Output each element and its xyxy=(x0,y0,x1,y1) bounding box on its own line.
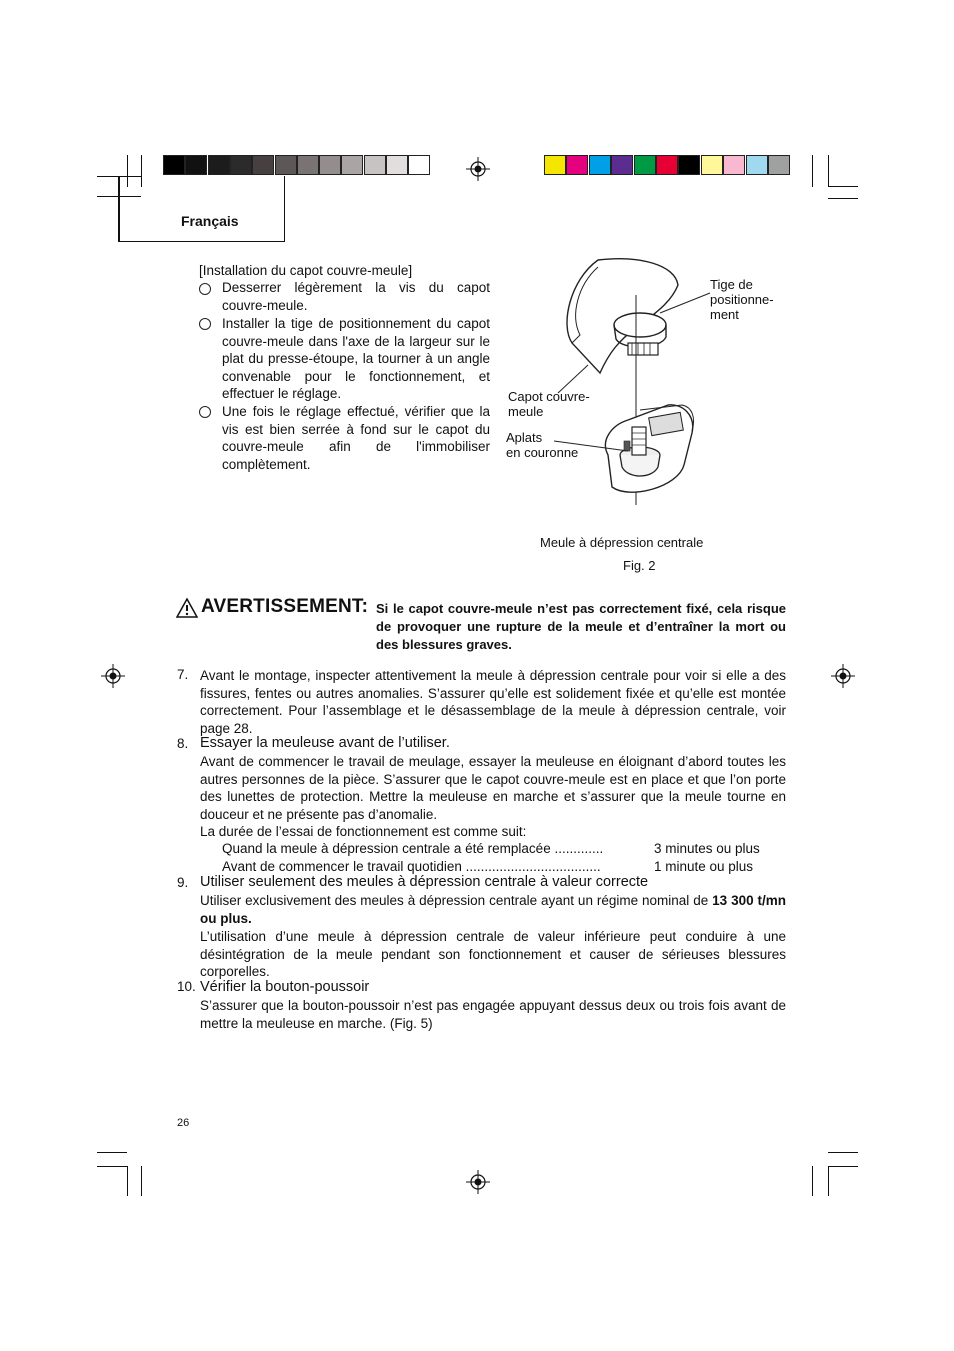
warning-text: Si le capot couvre-meule n’est pas correctement fixé, cela risque de provoquer une rupture de la meule et d’entraîner la mort ou des blessures graves. xyxy=(376,601,786,652)
figure-caption: Fig. 2 xyxy=(623,558,656,573)
color-swatch xyxy=(723,155,745,175)
install-bullet-2: Installer la tige de positionnement du capot couvre-meule dans l'axe de la largeur sur le plat du presse-étoupe, la tourner à un angle convenable pour le fonctionnement, et effectuer le réglage. xyxy=(222,316,490,402)
item-9-title: Utiliser seulement des meules à dépression centrale à valeur correcte xyxy=(200,874,649,890)
gray-swatch xyxy=(163,155,185,175)
item-10-number: 10. xyxy=(177,979,196,994)
color-swatch xyxy=(589,155,611,175)
install-heading: [Installation du capot couvre-meule] xyxy=(199,263,413,278)
item-10-text: S’assurer que la bouton-poussoir n’est pas engagée appuyant dessus deux ou trois fois avant de mettre la meuleuse en marche. (Fig. 5) xyxy=(200,998,786,1031)
bullet-circle-icon xyxy=(199,406,211,418)
rated-speed: 13 300 t/mn ou plus. xyxy=(200,893,786,926)
duration-row-1-label: Quand la meule à dépression centrale a été remplacée ............. xyxy=(222,841,604,856)
label-depressed-wheel: Meule à dépression centrale xyxy=(540,535,704,550)
language-tab xyxy=(118,176,285,242)
registration-mark-right xyxy=(831,664,855,688)
label-positioning-rod: Tige de positionne- ment xyxy=(710,277,774,322)
bullet-circle-icon xyxy=(199,318,211,330)
item-7-number: 7. xyxy=(177,667,189,682)
color-swatch xyxy=(746,155,768,175)
item-10-title: Vérifier la bouton-poussoir xyxy=(200,979,370,995)
gray-swatch xyxy=(185,155,207,175)
warning-title: AVERTISSEMENT: xyxy=(201,596,369,617)
item-7-text: Avant le montage, inspecter attentivement la meule à dépression centrale pour voir si elle a des fissures, fentes ou autres anomalies. S’assurer qu’elle est solidement fixée et qu’elle est montée correctement. Pour l’assemblage et le désassemblage de la meule à dépression centrale, voir page 28. xyxy=(200,668,786,736)
gray-swatch xyxy=(341,155,363,175)
item-8-number: 8. xyxy=(177,736,189,751)
gray-swatch xyxy=(275,155,297,175)
gray-swatch xyxy=(408,155,430,175)
gray-swatch xyxy=(319,155,341,175)
color-swatch xyxy=(566,155,588,175)
color-swatch xyxy=(656,155,678,175)
color-swatch xyxy=(768,155,790,175)
item-8-duration-intro: La durée de l’essai de fonctionnement est comme suit: xyxy=(200,824,527,839)
color-swatch xyxy=(544,155,566,175)
registration-mark-left xyxy=(101,664,125,688)
duration-row-2-label: Avant de commencer le travail quotidien .................................... xyxy=(222,859,601,874)
registration-mark-top xyxy=(466,157,490,181)
item-9-text-2: L’utilisation d’une meule à dépression centrale de valeur inférieure peut conduire à une désintégration de la meule pendant son fonctionnement et causer de sérieuses blessures corporelles. xyxy=(200,929,786,980)
gray-swatch xyxy=(208,155,230,175)
gray-swatch xyxy=(386,155,408,175)
bullet-circle-icon xyxy=(199,283,211,295)
gray-swatch xyxy=(364,155,386,175)
item-8-title: Essayer la meuleuse avant de l’utiliser. xyxy=(200,735,450,751)
item-9-text-1: Utiliser exclusivement des meules à dépression centrale ayant un régime nominal de 13 300 t/mn ou plus. xyxy=(200,893,786,926)
item-8-text: Avant de commencer le travail de meulage, essayer la meuleuse en éloignant d’abord toutes les autres personnes de la pièce. S’assurer que le capot couvre-meule est en place et que l’on porte des lunettes de protection. Mettre la meuleuse en marche et s’assurer que la meule tourne en douceur et ne présente pas d’anomalie. xyxy=(200,754,786,822)
color-swatch xyxy=(611,155,633,175)
install-bullet-1: Desserrer légèrement la vis du capot couvre-meule. xyxy=(222,280,490,313)
warning-triangle-icon xyxy=(176,598,198,618)
duration-row-1-value: 3 minutes ou plus xyxy=(654,841,760,856)
install-bullet-3: Une fois le réglage effectué, vérifier que la vis est bien serrée à fond sur le capot du couvre-meule afin de l'immobiliser complètement. xyxy=(222,404,490,472)
page-number: 26 xyxy=(177,1117,190,1129)
gray-swatch xyxy=(230,155,252,175)
item-9-number: 9. xyxy=(177,875,189,890)
gray-swatch xyxy=(297,155,319,175)
gray-swatch xyxy=(252,155,274,175)
duration-row-2-value: 1 minute ou plus xyxy=(654,859,754,874)
color-swatch xyxy=(678,155,700,175)
color-swatch xyxy=(701,155,723,175)
color-swatch xyxy=(634,155,656,175)
language-label: Français xyxy=(181,213,239,229)
label-flats: Aplats en couronne xyxy=(506,430,579,460)
label-wheel-guard: Capot couvre- meule xyxy=(508,389,590,419)
registration-mark-bottom xyxy=(466,1170,490,1194)
